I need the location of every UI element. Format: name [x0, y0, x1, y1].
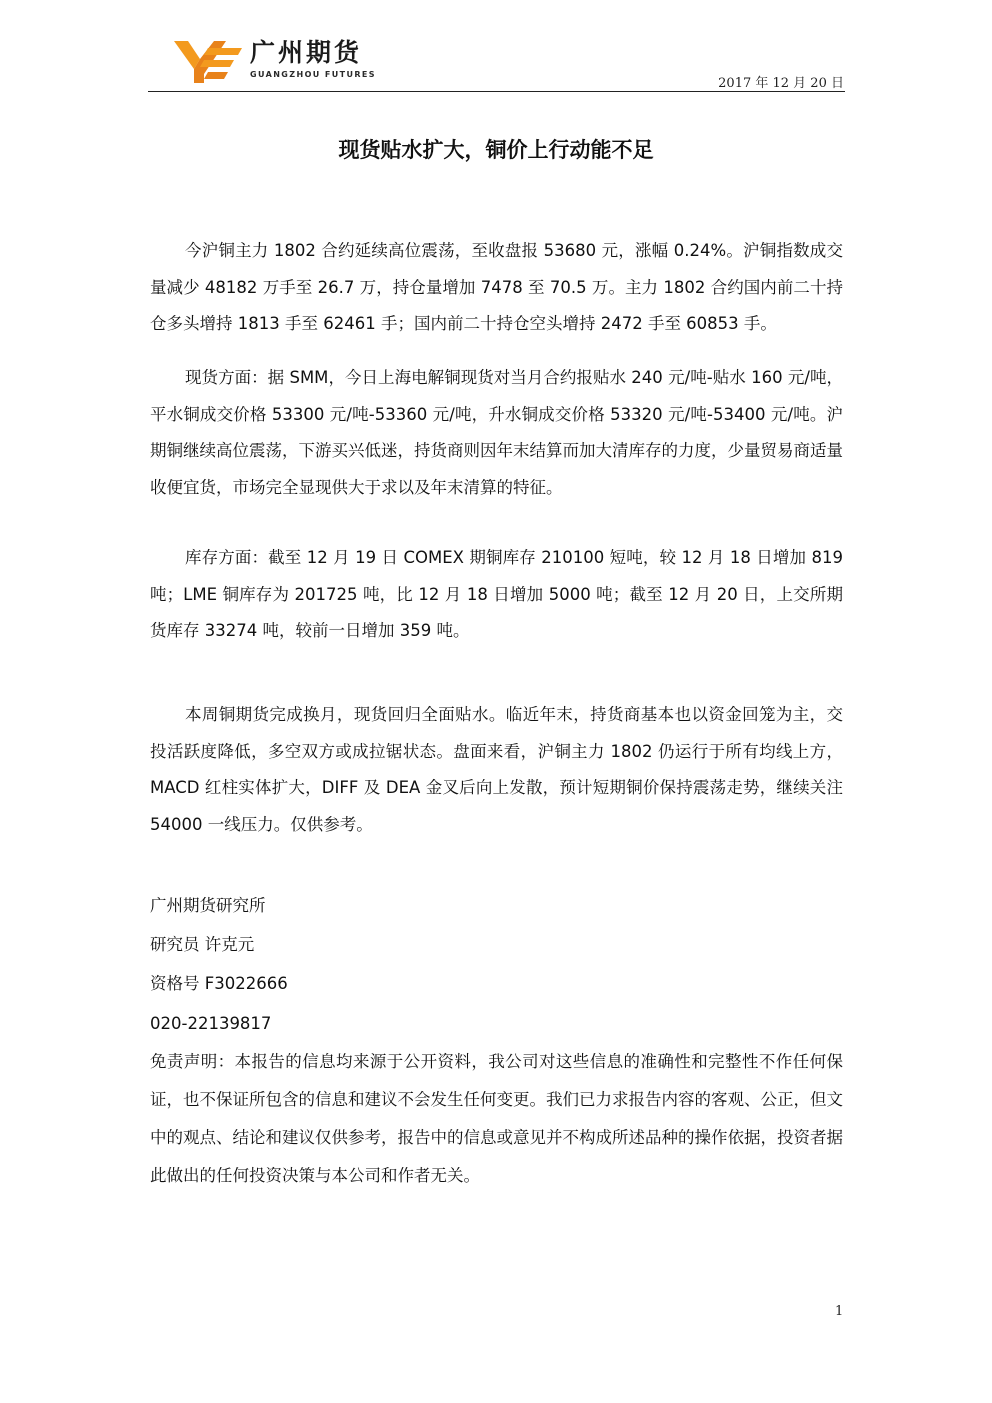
signature-researcher: 研究员 许克元 [150, 935, 255, 954]
paragraph-inventory: 库存方面：截至 12 月 19 日 COMEX 期铜库存 210100 短吨，较 12 月 18 日增加 819 吨；LME 铜库存为 201725 吨，比 12 月 18 日增加 5000 吨；截至 12 月 20 日，上交所期货库存 33274 吨，较前一日增加 359 吨。 [150, 548, 843, 640]
signature-license: 资格号 F3022666 [150, 974, 288, 993]
signature-phone: 020-22139817 [150, 1014, 272, 1033]
signature-institute: 广州期货研究所 [150, 896, 266, 915]
paragraph-spot-market: 现货方面：据 SMM，今日上海电解铜现货对当月合约报贴水 240 元/吨-贴水 160 元/吨，平水铜成交价格 53300 元/吨-53360 元/吨，升水铜成交价格 53320 元/吨-53400 元/吨。沪期铜继续高位震荡，下游买兴低迷，持货商则因年末结算而加大清库存的力度，少量贸易商适量收便宜货，市场完全显现供大于求以及年末清算的特征。 [150, 368, 843, 497]
disclaimer: 免责声明：本报告的信息均来源于公开资料，我公司对这些信息的准确性和完整性不作任何保证，也不保证所包含的信息和建议不会发生任何变更。我们已力求报告内容的客观、公正，但文中的观点、结论和建议仅供参考，报告中的信息或意见并不构成所述品种的操作依据，投资者据此做出的任何投资决策与本公司和作者无关。 [150, 1052, 843, 1185]
guangzhou-futures-logo-icon [174, 38, 242, 84]
page-number: 1 [835, 1304, 844, 1319]
report-title: 现货贴水扩大，铜价上行动能不足 [338, 138, 654, 162]
logo-chinese-name: 广州期货 [250, 38, 363, 67]
paragraph-outlook: 本周铜期货完成换月，现货回归全面贴水。临近年末，持货商基本也以资金回笼为主，交投活跃度降低，多空双方或成拉锯状态。盘面来看，沪铜主力 1802 仍运行于所有均线上方，MACD 红柱实体扩大，DIFF 及 DEA 金叉后向上发散，预计短期铜价保持震荡走势，继续关注 54000 一线压力。仅供参考。 [150, 705, 843, 834]
header-divider [148, 91, 845, 92]
logo-english-name: GUANGZHOU FUTURES [250, 70, 376, 79]
report-date: 2017 年 12 月 20 日 [718, 76, 844, 91]
paragraph-market-summary: 今沪铜主力 1802 合约延续高位震荡，至收盘报 53680 元，涨幅 0.24%。沪铜指数成交量减少 48182 万手至 26.7 万，持仓量增加 7478 至 70.5 万。主力 1802 合约国内前二十持仓多头增持 1813 手至 62461 手；国内前二十持仓空头增持 2472 手至 60853 手。 [150, 241, 843, 333]
company-logo [174, 38, 374, 84]
